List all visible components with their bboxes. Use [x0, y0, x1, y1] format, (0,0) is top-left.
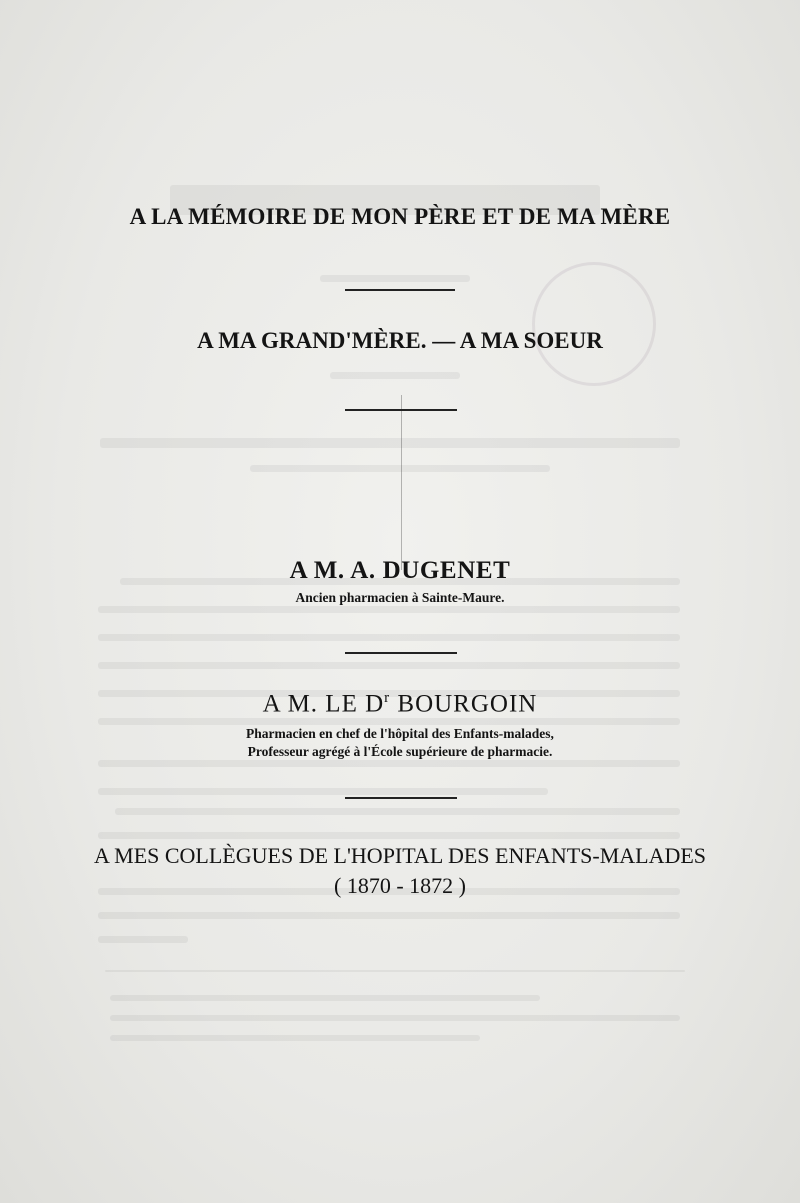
- bleed-through-shape: [115, 808, 680, 815]
- bleed-through-shape: [330, 372, 460, 379]
- bleed-through-shape: [100, 438, 680, 448]
- bleed-through-shape: [98, 634, 680, 641]
- bleed-through-shape: [320, 275, 470, 282]
- bleed-through-shape: [98, 718, 680, 725]
- bleed-through-shape: [105, 970, 685, 972]
- bleed-through-stamp: [532, 262, 656, 386]
- dedication-parents: A LA MÉMOIRE DE MON PÈRE ET DE MA MÈRE: [129, 204, 671, 229]
- dedication-bourgoin: [0, 690, 800, 718]
- bleed-through-shape: [98, 912, 680, 919]
- bleed-through-shape: [98, 662, 680, 669]
- bleed-through-shape: [98, 788, 548, 795]
- bleed-through-shape: [98, 760, 680, 767]
- dedication-dugenet: A M. A. DUGENET: [289, 557, 511, 584]
- bleed-through-shape: [110, 995, 540, 1001]
- separator-rule: [345, 652, 457, 654]
- separator-rule: [345, 409, 457, 411]
- bourgoin-role-line1: Pharmacien en chef de l'hôpital des Enfants-malades,: [246, 726, 554, 741]
- bourgoin-name-sup: r: [384, 690, 391, 706]
- bleed-through-shape: [250, 465, 550, 472]
- bleed-through-shape: [98, 606, 680, 613]
- bourgoin-role-line2: Professeur agrégé à l'École supérieure de pharmacie.: [247, 744, 553, 759]
- dugenet-role: Ancien pharmacien à Sainte-Maure.: [295, 590, 505, 605]
- dedication-years: ( 1870 - 1872 ): [334, 873, 466, 898]
- bleed-through-shape: [98, 936, 188, 943]
- bleed-through-shape: [110, 1015, 680, 1021]
- separator-rule: [345, 797, 457, 799]
- dedication-grandmother-sister: A MA GRAND'MÈRE. — A MA SOEUR: [197, 328, 603, 353]
- bleed-through-shape: [110, 1035, 480, 1041]
- separator-rule: [345, 289, 455, 291]
- bleed-through-shape: [98, 832, 680, 839]
- bleed-through-bar: [401, 395, 402, 570]
- bourgoin-name-suffix: BOURGOIN: [390, 690, 538, 718]
- dedication-colleagues: A MES COLLÈGUES DE L'HOPITAL DES ENFANTS-MALADES: [93, 843, 707, 868]
- bourgoin-name-prefix: A M. LE D: [262, 690, 385, 718]
